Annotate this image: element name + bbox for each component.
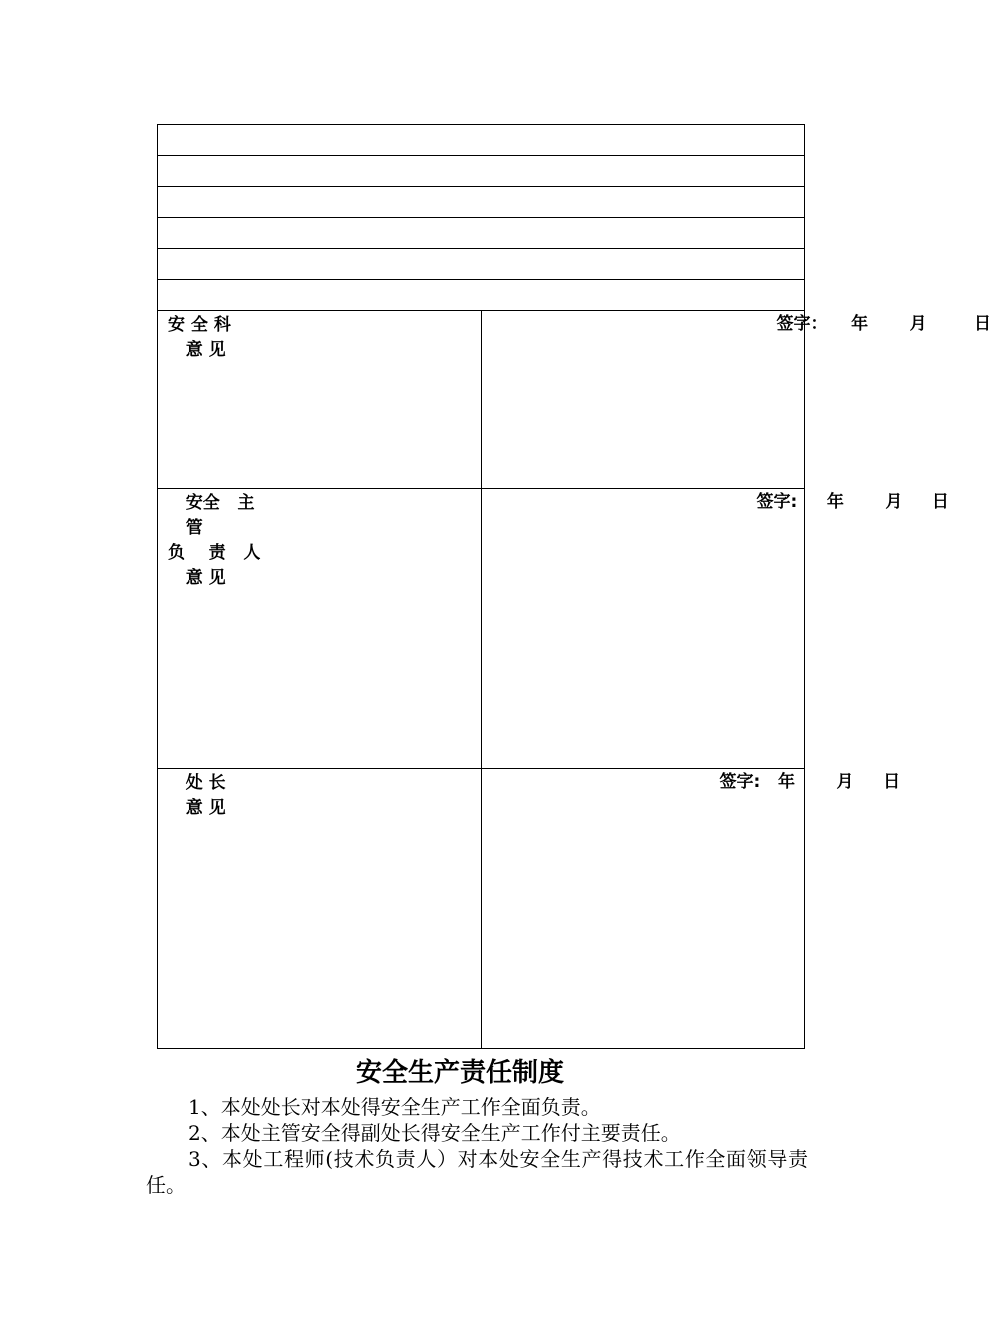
blank-cell <box>158 280 805 311</box>
blank-row <box>158 156 805 187</box>
safety-dept-label <box>158 311 482 489</box>
director-opinion-field[interactable] <box>481 769 901 1049</box>
paragraph: 2、本处主管安全得副处长得安全生产工作付主要责任。 <box>188 1121 681 1145</box>
signature-date-line: 签字： 年 月 日 <box>776 314 991 334</box>
label-line: 负 责 人 <box>168 543 261 563</box>
document-body <box>146 1094 808 1198</box>
blank-cell <box>158 156 805 187</box>
blank-cell <box>158 218 805 249</box>
label-line: 处 长 <box>168 773 226 793</box>
director-label <box>158 769 482 1049</box>
safety-lead-opinion-field[interactable] <box>481 489 949 769</box>
label-line: 意 见 <box>168 568 226 588</box>
blank-cell <box>158 249 805 280</box>
blank-row <box>158 218 805 249</box>
safety-lead-label <box>158 489 482 769</box>
blank-row <box>158 280 805 311</box>
blank-row <box>158 187 805 218</box>
label-line: 意 见 <box>168 340 226 360</box>
blank-cell <box>158 187 805 218</box>
document-title: 安全生产责任制度 <box>355 1058 564 1088</box>
label-line: 意 见 <box>168 798 226 818</box>
signature-date-line: 签字: 年 月 日 <box>719 772 901 792</box>
label-line: 安 全 科 <box>168 315 231 335</box>
paragraph: 3、本处工程师(技术负责人）对本处安全生产得技术工作全面领导责任。 <box>146 1147 808 1197</box>
safety-dept-opinion-row <box>158 311 805 489</box>
paragraph: 1、本处处长对本处得安全生产工作全面负责。 <box>188 1095 601 1119</box>
blank-row <box>158 249 805 280</box>
director-opinion-row <box>158 769 805 1049</box>
label-line: 安全 主 <box>168 493 255 513</box>
blank-row <box>158 125 805 156</box>
blank-cell <box>158 125 805 156</box>
label-line: 管 <box>168 518 203 538</box>
safety-dept-opinion-field[interactable] <box>481 311 991 489</box>
safety-lead-opinion-row <box>158 489 805 769</box>
signature-date-line: 签字: 年 月 日 <box>756 492 949 512</box>
approval-form-table <box>157 124 991 1049</box>
